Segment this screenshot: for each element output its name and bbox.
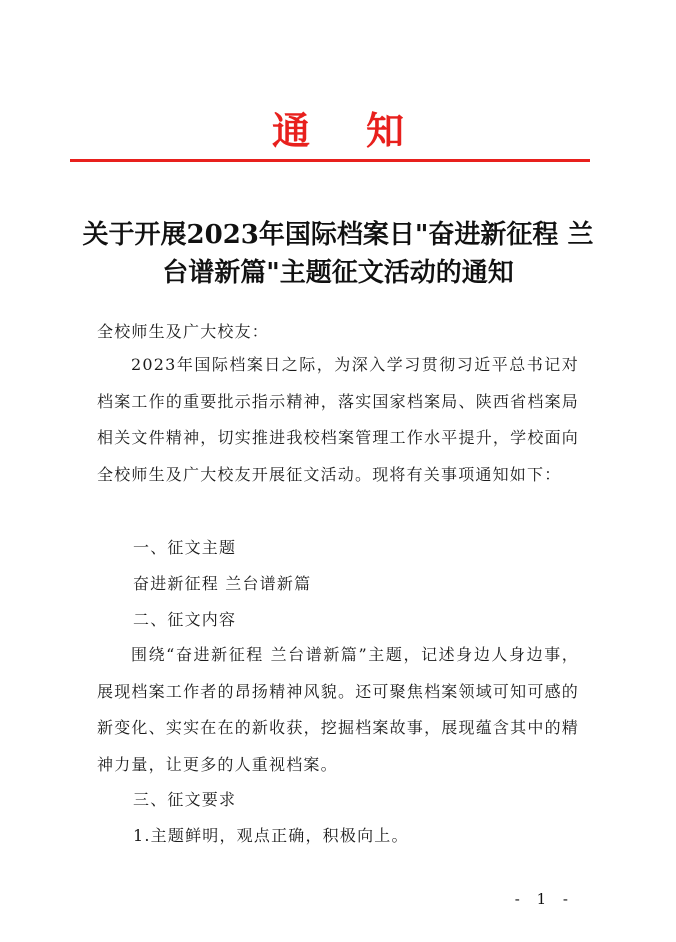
section-paragraph-content: 围绕“奋进新征程 兰台谱新篇”主题，记述身边人身边事，展现档案工作者的昂扬精神风貌。还可聚焦档案领域可知可感的新变化、实实在在的新收获，挖掘档案故事，展现蕴含其中的精神力量，让更多的人重视档案。 — [97, 645, 579, 774]
red-header-rule — [70, 159, 590, 162]
salutation: 全校师生及广大校友： — [97, 322, 270, 341]
notice-header-title: 通知 — [271, 108, 460, 153]
section-heading-content: 二、征文内容 — [133, 610, 237, 629]
requirement-item-1: 1.主题鲜明，观点正确，积极向上。 — [133, 826, 409, 845]
section-text-theme: 奋进新征程 兰台谱新篇 — [133, 574, 312, 593]
document-title: 关于开展2023年国际档案日"奋进新征程 兰台谱新篇"主题征文活动的通知 — [82, 220, 594, 288]
page-number: - 1 - — [514, 890, 574, 908]
section-heading-requirements: 三、征文要求 — [133, 790, 237, 809]
intro-paragraph: 2023年国际档案日之际，为深入学习贯彻习近平总书记对档案工作的重要批示指示精神，落实国家档案局、陕西省档案局相关文件精神，切实推进我校档案管理工作水平提升，学校面向全校师生及广大校友开展征文活动。现将有关事项通知如下： — [97, 355, 579, 484]
section-heading-theme: 一、征文主题 — [133, 538, 237, 557]
